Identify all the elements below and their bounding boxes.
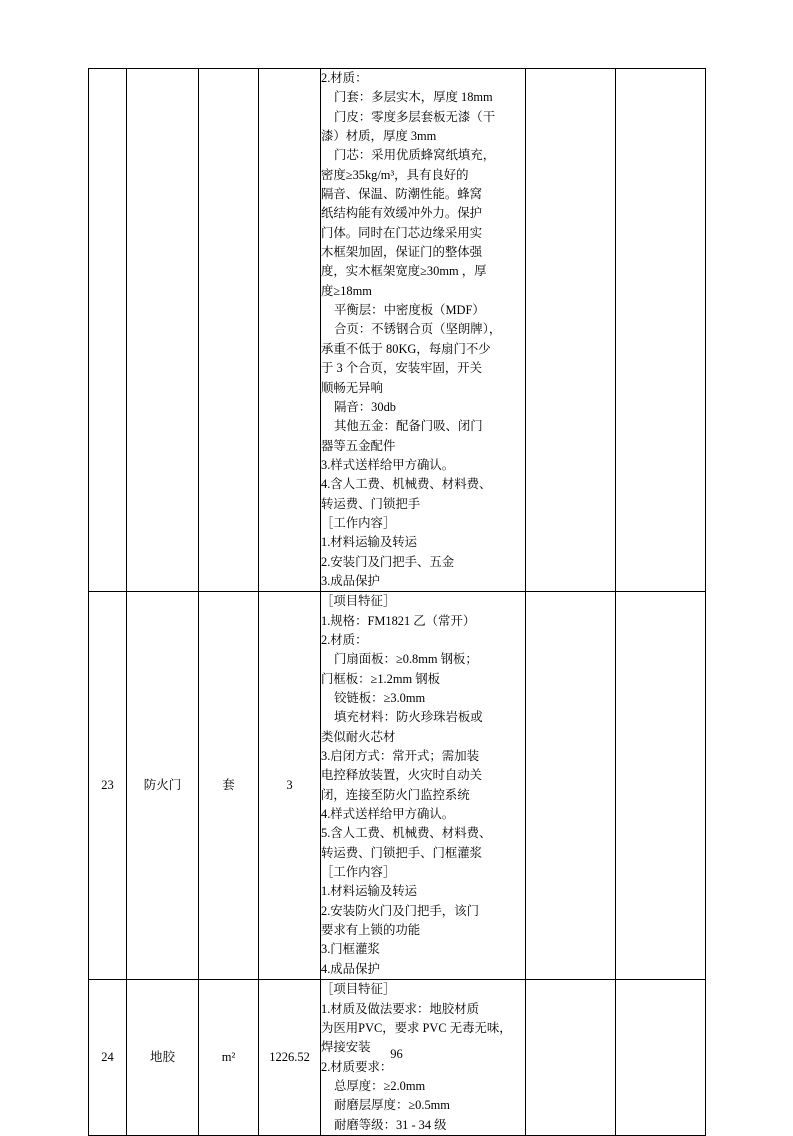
desc-line: 耐磨层厚度：≥0.5mm bbox=[334, 1098, 450, 1113]
desc-line: 门框板：≥1.2mm 钢板 bbox=[321, 671, 441, 686]
desc-line: 1.规格：FM1821 乙（常开） bbox=[321, 613, 476, 628]
desc-line: 2.安装门及门把手、五金 bbox=[321, 554, 455, 569]
desc-line: 4.样式送样给甲方确认。 bbox=[321, 807, 455, 822]
cell-unit bbox=[199, 69, 259, 592]
desc-line: 门体。同时在门芯边缘采用实 bbox=[321, 225, 483, 240]
desc-line: 3.成品保护 bbox=[321, 573, 380, 588]
desc-line: 度≥18mm bbox=[321, 283, 372, 298]
desc-line: 门套：多层实木，厚度 18mm bbox=[334, 90, 493, 105]
desc-line: 2.材质： bbox=[321, 71, 368, 85]
cell-quantity: 3 bbox=[259, 592, 321, 980]
desc-line: 要求有上锁的功能 bbox=[321, 923, 421, 938]
cell-item-no: 24 bbox=[89, 980, 127, 1136]
desc-line: 度，实木框架宽度≥30mm ，厚 bbox=[321, 264, 487, 279]
desc-line: 4.成品保护 bbox=[321, 961, 380, 976]
desc-line: 隔音、保温、防潮性能。蜂窝 bbox=[321, 187, 483, 202]
desc-line: 总厚度：≥2.0mm bbox=[334, 1078, 426, 1093]
cell-quantity bbox=[259, 69, 321, 592]
desc-line: 为医用PVC，要求 PVC 无毒无味， bbox=[321, 1020, 512, 1035]
cell-unit: 套 bbox=[199, 592, 259, 980]
desc-line: 电控释放装置，火灾时自动关 bbox=[321, 768, 483, 783]
desc-line: 纸结构能有效缓冲外力。保护 bbox=[321, 206, 483, 221]
desc-line: 类似耐火芯材 bbox=[321, 729, 396, 744]
desc-line: 5.含人工费、机械费、材料费、 bbox=[321, 826, 492, 841]
cell-description bbox=[321, 592, 526, 980]
desc-line: ［项目特征］ bbox=[321, 594, 396, 609]
table-row bbox=[89, 69, 706, 592]
cell-item-name: 地胶 bbox=[127, 980, 199, 1136]
desc-line: 3.启闭方式：常开式；需加装 bbox=[321, 749, 479, 764]
desc-line: 耐磨等级：31 - 34 级 bbox=[334, 1117, 447, 1132]
desc-line: 转运费、门锁把手、门框灌浆 bbox=[321, 845, 483, 860]
cell-total-price bbox=[616, 69, 706, 592]
table-body bbox=[89, 69, 706, 1136]
cell-quantity: 1226.52 bbox=[259, 980, 321, 1136]
cell-description bbox=[321, 69, 526, 592]
desc-line: 合页：不锈钢合页（坚朗牌）， bbox=[334, 322, 502, 337]
desc-line: 隔音：30db bbox=[334, 399, 396, 414]
desc-line: 门皮：零度多层套板无漆（干 bbox=[334, 109, 496, 124]
desc-line: ［项目特征］ bbox=[321, 982, 396, 997]
desc-line: 1.材料运输及转运 bbox=[321, 884, 418, 899]
desc-line: ［工作内容］ bbox=[321, 515, 396, 530]
cell-item-no: 23 bbox=[89, 592, 127, 980]
desc-line: 器等五金配件 bbox=[321, 438, 396, 453]
cell-total-price bbox=[616, 592, 706, 980]
desc-line: 2.材质： bbox=[321, 632, 368, 647]
cell-unit-price bbox=[526, 69, 616, 592]
desc-line: 顺畅无异响 bbox=[321, 380, 383, 395]
cell-unit: m² bbox=[199, 980, 259, 1136]
desc-line: 4.含人工费、机械费、材料费、 bbox=[321, 477, 492, 492]
desc-line: 2.安装防火门及门把手，该门 bbox=[321, 903, 479, 918]
desc-line: 于 3 个合页，安装牢固，开关 bbox=[321, 361, 483, 376]
desc-line: 铰链板：≥3.0mm bbox=[334, 691, 426, 705]
desc-line: 填充材料：防火珍珠岩板或 bbox=[334, 710, 483, 725]
cell-item-name bbox=[127, 69, 199, 592]
desc-line: 门扇面板：≥0.8mm 钢板； bbox=[334, 652, 478, 667]
desc-line: 平衡层：中密度板（MDF） bbox=[334, 303, 485, 318]
desc-line: 承重不低于 80KG，每扇门不少 bbox=[321, 341, 491, 356]
desc-line: ［工作内容］ bbox=[321, 865, 396, 880]
specification-table bbox=[88, 68, 706, 1136]
desc-line: 转运费、门锁把手 bbox=[321, 496, 421, 511]
cell-item-name: 防火门 bbox=[127, 592, 199, 980]
desc-line: 3.门框灌浆 bbox=[321, 942, 380, 957]
desc-line: 木框架加固，保证门的整体强 bbox=[321, 245, 483, 260]
desc-line: 1.材料运输及转运 bbox=[321, 535, 418, 550]
desc-line: 门芯：采用优质蜂窝纸填充， bbox=[334, 148, 496, 163]
desc-line: 2.材质要求： bbox=[321, 1059, 393, 1074]
desc-line: 其他五金：配备门吸、闭门 bbox=[334, 419, 483, 434]
desc-line: 闭，连接至防火门监控系统 bbox=[321, 787, 470, 802]
desc-line: 3.样式送样给甲方确认。 bbox=[321, 457, 455, 472]
desc-line: 密度≥35kg/m³，具有良好的 bbox=[321, 167, 469, 182]
table-row bbox=[89, 592, 706, 980]
desc-line: 漆）材质，厚度 3mm bbox=[321, 129, 437, 144]
cell-unit-price bbox=[526, 592, 616, 980]
desc-line: 焊接安装 bbox=[321, 1040, 371, 1055]
cell-item-no bbox=[89, 69, 127, 592]
desc-line: 1.材质及做法要求：地胶材质 bbox=[321, 1001, 479, 1016]
page-number: 96 bbox=[390, 1047, 403, 1061]
